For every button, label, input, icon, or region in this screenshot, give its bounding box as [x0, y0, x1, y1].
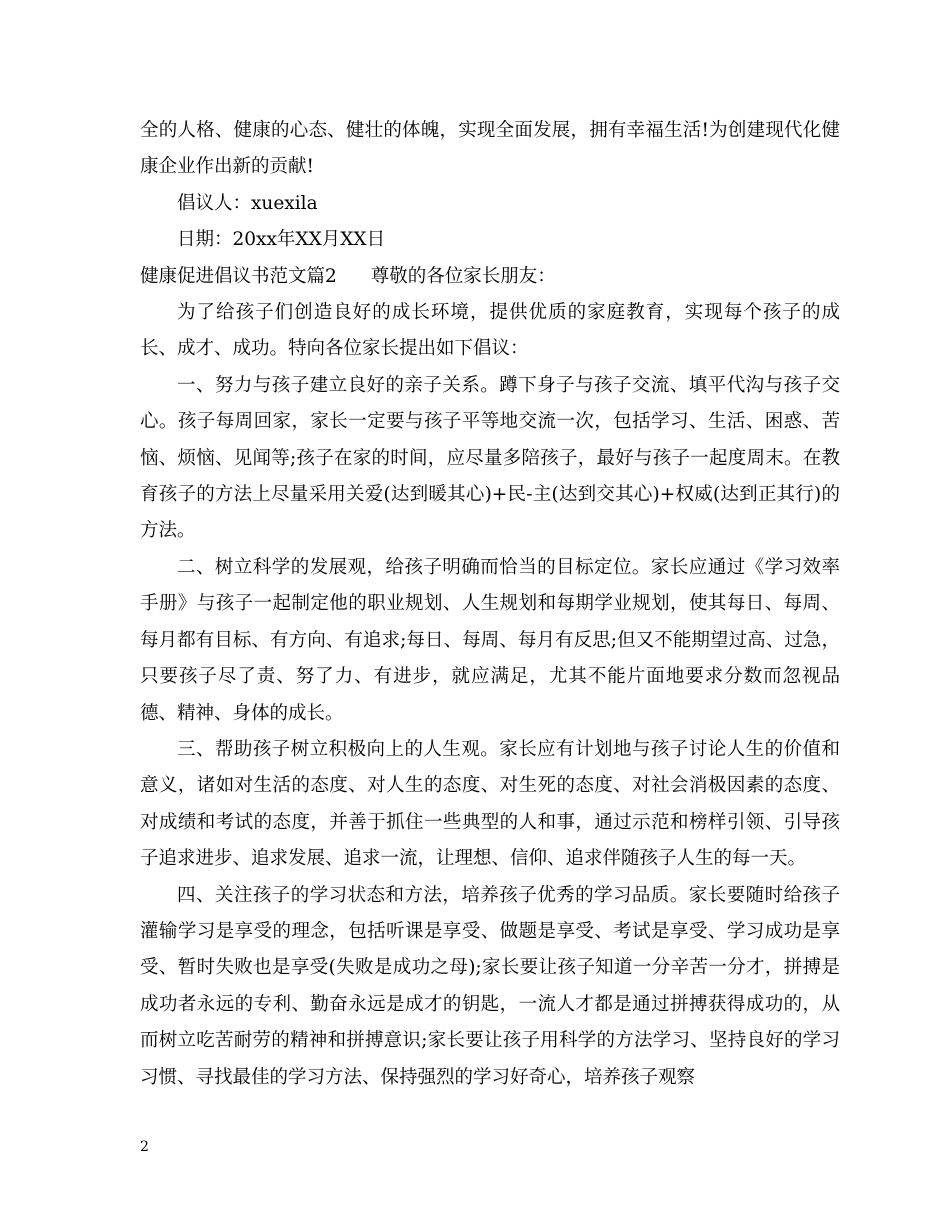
- paragraph-item-2: 二、树立科学的发展观，给孩子明确而恰当的目标定位。家长应通过《学习效率手册》与孩子一起制定他的职业规划、人生规划和每期学业规划，使其每日、每周、每月都有目标、有方向、有追求;每日、每周、每月有反思;但又不能期望过高、过急，只要孩子尽了责、努了力、有进步，就应满足，尤其不能片面地要求分数而忽视品德、精神、身体的成长。: [140, 556, 840, 724]
- section-title: 健康促进倡议书范文篇2: [140, 265, 337, 287]
- paragraph-intro: 为了给孩子们创造良好的成长环境，提供优质的家庭教育，实现每个孩子的成长、成才、成功。特向各位家长提出如下倡议：: [140, 302, 840, 360]
- section-heading-line: [140, 259, 840, 295]
- proposer-line: 倡议人：xuexila: [177, 192, 318, 214]
- date-line: 日期：20xx年XX月XX日: [177, 229, 386, 251]
- paragraph-item-3: 三、帮助孩子树立积极向上的人生观。家长应有计划地与孩子讨论人生的价值和意义，诸如对生活的态度、对人生的态度、对生死的态度、对社会消极因素的态度、对成绩和考试的态度，并善于抓住一些典型的人和事，通过示范和榜样引领、引导孩子追求进步、追求发展、追求一流，让理想、信仰、追求伴随孩子人生的每一天。: [140, 738, 840, 870]
- document-body: [140, 113, 840, 1096]
- greeting: 尊敬的各位家长朋友：: [370, 265, 556, 287]
- paragraph-item-1: 一、努力与孩子建立良好的亲子关系。蹲下身子与孩子交流、填平代沟与孩子交心。孩子每周回家，家长一定要与孩子平等地交流一次，包括学习、生活、困惑、苦恼、烦恼、见闻等;孩子在家的时间，应尽量多陪孩子，最好与孩子一起度周末。在教育孩子的方法上尽量采用关爱(达到暖其心)+民-主(达到交其心)+权威(达到正其行)的方法。: [140, 374, 840, 542]
- paragraph-closing-text: 全的人格、健康的心态、健壮的体魄，实现全面发展，拥有幸福生活!为创建现代化健康企业作出新的贡献!: [140, 120, 840, 178]
- paragraph-item-4: 四、关注孩子的学习状态和方法，培养孩子优秀的学习品质。家长要随时给孩子灌输学习是享受的理念，包括听课是享受、做题是享受、考试是享受、学习成功是享受、暂时失败也是享受(失败是成功之母);家长要让孩子知道一分辛苦一分才，拼搏是成功者永远的专利、勤奋永远是成才的钥匙，一流人才都是通过拼搏获得成功的，从而树立吃苦耐劳的精神和拼搏意识;家长要让孩子用科学的方法学习、坚持良好的学习习惯、寻找最佳的学习方法、保持强烈的学习好奇心，培养孩子观察: [140, 884, 840, 1088]
- page-number: 2: [140, 1139, 149, 1155]
